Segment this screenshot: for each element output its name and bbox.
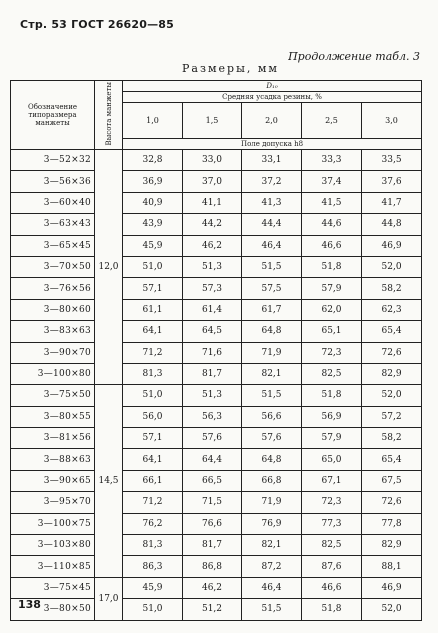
value-cell: 71,2 [123,492,183,513]
value-cell: 71,6 [183,342,242,363]
value-cell: 82,1 [242,535,302,556]
value-cell: 71,9 [242,342,302,363]
value-cell: 46,2 [183,577,242,598]
table-row [11,577,422,598]
value-cell: 64,8 [242,449,302,470]
designation-cell: 3—52×32 [11,150,95,171]
value-cell: 57,1 [123,278,183,299]
table-row [11,406,422,427]
page-header: Стр. 53 ГОСТ 26620—85 [20,18,175,31]
d10-header: D₁₀ [123,81,422,92]
value-cell: 61,1 [123,299,183,320]
value-cell: 51,5 [242,385,302,406]
designation-cell: 3—60×40 [11,192,95,213]
value-cell: 46,9 [362,577,422,598]
value-cell: 76,2 [123,513,183,534]
value-cell: 57,5 [242,278,302,299]
height-cell: 12,0 [95,150,123,385]
value-cell: 37,0 [183,171,242,192]
value-cell: 56,9 [302,406,362,427]
value-cell: 64,1 [123,321,183,342]
value-cell: 88,1 [362,556,422,577]
value-cell: 86,8 [183,556,242,577]
designation-cell: 3—65×45 [11,235,95,256]
shrink-value: 3,0 [362,103,422,139]
value-cell: 51,5 [242,599,302,620]
designation-cell: 3—63×43 [11,214,95,235]
height-cell: 14,5 [95,385,123,578]
value-cell: 66,8 [242,470,302,491]
value-cell: 86,3 [123,556,183,577]
designation-cell: 3—83×63 [11,321,95,342]
value-cell: 82,5 [302,363,362,384]
value-cell: 81,7 [183,363,242,384]
value-cell: 51,0 [123,385,183,406]
sizes-caption: Размеры, мм [182,62,279,75]
designation-cell: 3—75×45 [11,577,95,598]
designation-cell: 3—90×65 [11,470,95,491]
table-row [11,192,422,213]
value-cell: 65,4 [362,321,422,342]
value-cell: 41,1 [183,192,242,213]
shrink-value: 2,0 [242,103,302,139]
value-cell: 46,6 [302,577,362,598]
value-cell: 56,0 [123,406,183,427]
shrink-value: 1,5 [183,103,242,139]
value-cell: 36,9 [123,171,183,192]
page-number: 138 [18,598,41,611]
value-cell: 37,6 [362,171,422,192]
value-cell: 45,9 [123,577,183,598]
value-cell: 56,3 [183,406,242,427]
value-cell: 57,9 [302,278,362,299]
value-cell: 71,2 [123,342,183,363]
value-cell: 65,4 [362,449,422,470]
value-cell: 64,8 [242,321,302,342]
designation-cell: 3—80×60 [11,299,95,320]
height-header-text: Высота манжеты [104,82,113,146]
table-row [11,535,422,556]
value-cell: 64,5 [183,321,242,342]
height-cell: 17,0 [95,577,123,620]
value-cell: 51,8 [302,599,362,620]
value-cell: 51,0 [123,256,183,277]
value-cell: 41,7 [362,192,422,213]
designation-cell: 3—76×56 [11,278,95,299]
value-cell: 57,6 [242,428,302,449]
designation-cell: 3—80×50 [11,599,95,620]
value-cell: 37,2 [242,171,302,192]
table-row [11,513,422,534]
value-cell: 87,6 [302,556,362,577]
value-cell: 33,5 [362,150,422,171]
value-cell: 57,9 [302,428,362,449]
value-cell: 77,3 [302,513,362,534]
shrinkage-header: Средняя усадка резины, % [123,92,422,103]
value-cell: 81,3 [123,363,183,384]
table-continuation-label: Продолжение табл. 3 [288,50,420,63]
value-cell: 82,5 [302,535,362,556]
value-cell: 81,7 [183,535,242,556]
table-row [11,556,422,577]
value-cell: 57,3 [183,278,242,299]
value-cell: 61,7 [242,299,302,320]
value-cell: 66,1 [123,470,183,491]
value-cell: 46,2 [183,235,242,256]
designation-cell: 3—70×50 [11,256,95,277]
table-row [11,171,422,192]
value-cell: 82,1 [242,363,302,384]
value-cell: 76,9 [242,513,302,534]
designation-cell: 3—95×70 [11,492,95,513]
table-row [11,299,422,320]
table-row [11,256,422,277]
value-cell: 62,0 [302,299,362,320]
designation-cell: 3—110×85 [11,556,95,577]
value-cell: 64,1 [123,449,183,470]
designation-cell: 3—100×80 [11,363,95,384]
table-row [11,492,422,513]
value-cell: 51,5 [242,256,302,277]
value-cell: 44,8 [362,214,422,235]
value-cell: 32,8 [123,150,183,171]
value-cell: 43,9 [123,214,183,235]
table-row [11,342,422,363]
value-cell: 51,8 [302,385,362,406]
designation-cell: 3—56×36 [11,171,95,192]
table-body [11,150,422,621]
value-cell: 51,3 [183,256,242,277]
value-cell: 64,4 [183,449,242,470]
value-cell: 81,3 [123,535,183,556]
table-row [11,470,422,491]
value-cell: 72,3 [302,342,362,363]
table-row [11,385,422,406]
value-cell: 46,6 [302,235,362,256]
table-row [11,599,422,620]
value-cell: 58,2 [362,278,422,299]
tolerance-header: Поле допуска h8 [123,139,422,150]
table-row [11,449,422,470]
value-cell: 87,2 [242,556,302,577]
table-row [11,214,422,235]
value-cell: 52,0 [362,599,422,620]
value-cell: 51,3 [183,385,242,406]
designation-cell: 3—88×63 [11,449,95,470]
value-cell: 76,6 [183,513,242,534]
value-cell: 44,2 [183,214,242,235]
value-cell: 33,1 [242,150,302,171]
dimensions-table [10,80,422,621]
value-cell: 67,5 [362,470,422,491]
value-cell: 82,9 [362,363,422,384]
value-cell: 65,1 [302,321,362,342]
value-cell: 82,9 [362,535,422,556]
shrink-value: 2,5 [302,103,362,139]
table-row [11,363,422,384]
table-row [11,428,422,449]
value-cell: 72,6 [362,492,422,513]
table-row [11,321,422,342]
value-cell: 46,4 [242,235,302,256]
value-cell: 57,2 [362,406,422,427]
value-cell: 46,4 [242,577,302,598]
table-row [11,235,422,256]
value-cell: 66,5 [183,470,242,491]
value-cell: 44,6 [302,214,362,235]
value-cell: 72,3 [302,492,362,513]
value-cell: 71,5 [183,492,242,513]
value-cell: 77,8 [362,513,422,534]
value-cell: 33,0 [183,150,242,171]
shrink-value: 1,0 [123,103,183,139]
value-cell: 44,4 [242,214,302,235]
value-cell: 37,4 [302,171,362,192]
value-cell: 46,9 [362,235,422,256]
value-cell: 65,0 [302,449,362,470]
designation-cell: 3—90×70 [11,342,95,363]
value-cell: 52,0 [362,256,422,277]
table-row [11,150,422,171]
designation-cell: 3—100×75 [11,513,95,534]
designation-header: Обозначение типоразмера манжеты [11,81,95,150]
value-cell: 67,1 [302,470,362,491]
value-cell: 51,0 [123,599,183,620]
value-cell: 57,1 [123,428,183,449]
designation-cell: 3—81×56 [11,428,95,449]
value-cell: 41,5 [302,192,362,213]
designation-cell: 3—75×50 [11,385,95,406]
value-cell: 61,4 [183,299,242,320]
value-cell: 51,2 [183,599,242,620]
value-cell: 62,3 [362,299,422,320]
value-cell: 56,6 [242,406,302,427]
value-cell: 51,8 [302,256,362,277]
value-cell: 52,0 [362,385,422,406]
value-cell: 57,6 [183,428,242,449]
height-header [95,81,123,150]
value-cell: 58,2 [362,428,422,449]
value-cell: 40,9 [123,192,183,213]
value-cell: 33,3 [302,150,362,171]
designation-cell: 3—80×55 [11,406,95,427]
value-cell: 41,3 [242,192,302,213]
value-cell: 71,9 [242,492,302,513]
value-cell: 72,6 [362,342,422,363]
designation-cell: 3—103×80 [11,535,95,556]
table-row [11,278,422,299]
value-cell: 45,9 [123,235,183,256]
